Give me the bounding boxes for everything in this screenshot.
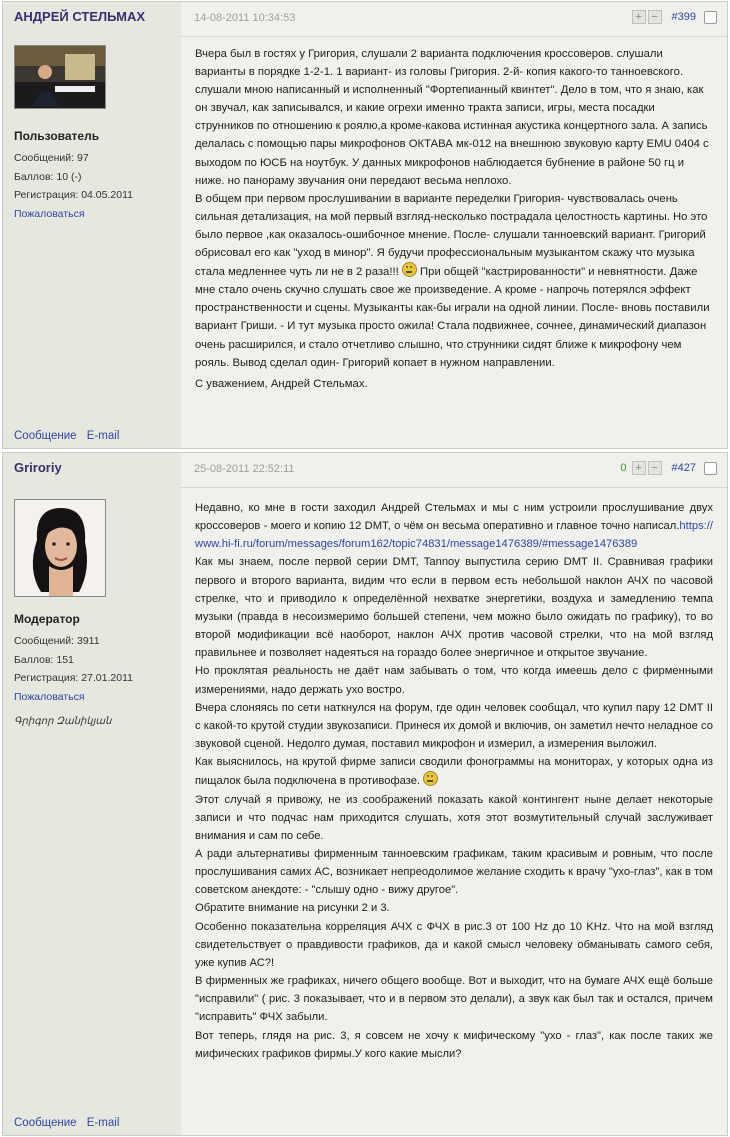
- post-number[interactable]: #427: [671, 462, 696, 474]
- post-score: 0: [620, 462, 627, 474]
- email-link[interactable]: E-mail: [86, 430, 120, 442]
- post-content: [181, 453, 727, 1135]
- post-footer: [14, 430, 126, 442]
- post-paragraph: Обратите внимание на рисунки 2 и 3.: [195, 902, 390, 915]
- avatar: [14, 45, 106, 109]
- post-paragraph: Недавно, ко мне в гости заходил Андрей Стельмах и мы с ним устроили прослушивание двух кроссоверов - моего и копию 12 DMT, о чём он весьма оперативно и главное точно написал.https://www.hi-fi.ru/forum/messages/forum162/topic74831/message1476389/#message1476389: [195, 502, 713, 551]
- post-date: 14-08-2011 10:34:53: [194, 12, 296, 24]
- post-paragraph: В общем при первом прослушивании в варианте переделки Григория- чувствовалась очень сильная детализация, на мой первый взгляд-несколько пострадала целостность картины. Но это было первое ,как оказалось-ошибочное мнение. После- слушали танноевский вариант. Григорий обрисовал его как "уход в минор". Я будучи профессиональным музыкантом скажу что музыка стала медленнее чуть ли не в 2 раза!!! При общей "кастрированности" и невнятности. Даже мне стало очень скучно слушать свое же произведение. А кроме - напрочь потерялся эффект пространственности и сцены. Музыканты как-бы играли на одной линии. После- вновь поставили вариант Гриши. - И тут музыка просто ожила! Стала подвижнее, сочнее, динамический диапазон очень расширился, и стало отчетливо слышно, что струнники сидят ближе к микрофону чем рояль. Вывод сделал один- Григорий копает в нужном направлении.: [195, 192, 710, 369]
- author-sidebar: [3, 453, 182, 1135]
- user-signature: Գրիգոր Զանիկյան: [14, 716, 112, 727]
- forum-post: [2, 452, 728, 1136]
- post-footer: [14, 1117, 126, 1129]
- post-controls: [620, 461, 717, 475]
- post-paragraph: Вчера слоняясь по сети наткнулся на форум, где один человек сообщал, что купил пару 12 DMT II с какой-то крутой студии звукозаписи. Принеся их домой и включив, он заметил нечто неладное со звуковой сценой. Недолго думая, поставил микрофон и измерил, а измерения выложил.: [195, 701, 713, 751]
- report-link[interactable]: Пожаловаться: [14, 690, 85, 703]
- report-link[interactable]: Пожаловаться: [14, 207, 85, 220]
- post-content: [181, 2, 727, 448]
- forum-link[interactable]: https://www.hi-fi.ru/forum/messages/forum162/topic74831/message1476389/#message1476389: [195, 520, 713, 551]
- avatar: [14, 499, 106, 597]
- message-link[interactable]: Сообщение: [14, 430, 77, 442]
- sad-smiley-icon: [423, 771, 438, 786]
- post-paragraph: Как выяснилось, на крутой фирме записи сводили фонограммы на мониторах, у которых одна из пищалок была подключена в противофазе.: [195, 756, 713, 788]
- user-role: Пользователь: [14, 129, 100, 143]
- post-paragraph: Особенно показательна корреляция АЧХ с ФЧХ в рис.3 от 100 Hz до 10 KHz. Что на мой взгляд свидетельствует о правдивости графиков, да и какой смысл человеку обманывать самого себя, уже купив АС?!: [195, 920, 713, 969]
- post-header: [181, 2, 727, 37]
- message-link[interactable]: Сообщение: [14, 1117, 77, 1129]
- registration-date: Регистрация: 27.01.2011: [14, 672, 133, 684]
- user-role: Модератор: [14, 612, 80, 626]
- user-stats: [14, 632, 133, 706]
- user-stats: [14, 149, 133, 223]
- minus-icon[interactable]: −: [648, 10, 662, 24]
- sad-smiley-icon: [402, 262, 417, 277]
- plus-icon[interactable]: +: [632, 461, 646, 475]
- registration-date: Регистрация: 04.05.2011: [14, 189, 133, 201]
- message-count: Сообщений: 97: [14, 152, 89, 164]
- post-date: 25-08-2011 22:52:11: [194, 463, 295, 475]
- post-paragraph: Вчера был в гостях у Григория, слушали 2 варианта подключения кроссоверов. слушали варианты в порядке 1-2-1. 1 вариант- из головы Григория. 2-й- копия какого-то танноевского. слушали мною написанный и исполненный "Фортепианный квинтет". Дело в том, что я знаю, как он звучал, как записывался, и какие огрехи именно тракта записи, игры, места посадки струнников по отношению к роялю,а кроме-какова истинная акустика концертного зала. А запись делалась с помощью пары микрофонов ОКТАВА мк-012 на внешнюю звуковую карту EMU 0404 с выходом по ЮСБ на ноутбук. У данных микрофонов наблюдается бубнение в районе 50 гц и ниже. но панораму звучания они передают весьма неплохо.: [195, 48, 709, 187]
- forum-post: [2, 1, 728, 449]
- message-count: Сообщений: 3911: [14, 635, 100, 647]
- post-body: [195, 45, 713, 393]
- post-number[interactable]: #399: [671, 11, 696, 23]
- author-sidebar: [3, 2, 182, 448]
- plus-icon[interactable]: +: [632, 10, 646, 24]
- points: Баллов: 10 (-): [14, 170, 82, 183]
- post-paragraph: Как мы знаем, после первой серии DMT, Tannoy выпустила серию DMT II. Сравнивая графики первого и второго варианта, видим что если в первом есть небольшой наклон АЧХ по часовой стрелке, что и приводило к определённой нехватке энергетики, воздуха и замедлению темпа музыки (правда в несоизмеримо большей степени, чем можно было ожидать по графику), то во второй модификации всё наоборот, наклон АЧХ против часовой стрелки, что на мой взгляд правильнее и позволяет надеяться на гораздо более энергичное и открытое звучание.: [195, 556, 713, 660]
- email-link[interactable]: E-mail: [86, 1117, 120, 1129]
- author-name[interactable]: АНДРЕЙ СТЕЛЬМАХ: [14, 9, 146, 24]
- post-controls: [632, 10, 717, 24]
- author-name[interactable]: Grirоriy: [14, 460, 62, 475]
- post-paragraph: Вот теперь, глядя на рис. 3, я совсем не хочу к мифическому "ухо - глаз", как после таких же мифических графиков фирмы.У кого какие мысли?: [195, 1029, 713, 1060]
- post-header: [181, 453, 727, 488]
- post-paragraph: В фирменных же графиках, ничего общего вообще. Вот и выходит, что на бумаге АЧХ ещё больше "исправили" ( рис. 3 показывает, что и в первом это делали), а звук как был так и остался, причем "исправить" ФЧХ забыли.: [195, 975, 713, 1024]
- post-body: [195, 499, 713, 1063]
- points: Баллов: 151: [14, 653, 74, 666]
- post-paragraph: Но проклятая реальность не даёт нам забывать о том, что когда имеешь дело с фирменными измерениями, надо держать ухо востро.: [195, 665, 713, 696]
- select-checkbox[interactable]: [704, 462, 717, 475]
- minus-icon[interactable]: −: [648, 461, 662, 475]
- post-paragraph: Этот случай я привожу, не из соображений показать какой контингент ныне делает некоторые записи и что подчас нам приходится слушать, хотя этот возмутительный случай заслуживает внимания и сам по себе.: [195, 793, 713, 842]
- post-paragraph: А ради альтернативы фирменным танноевским графикам, таким красивым и ровным, что после прослушивания самих АС, возникает непреодолимое желание сходить к врачу "ухо-глаз", как в том советском анекдоте: - "слышу одно - вижу другое".: [195, 847, 713, 897]
- select-checkbox[interactable]: [704, 11, 717, 24]
- post-signature: С уважением, Андрей Стельмах.: [195, 377, 368, 390]
